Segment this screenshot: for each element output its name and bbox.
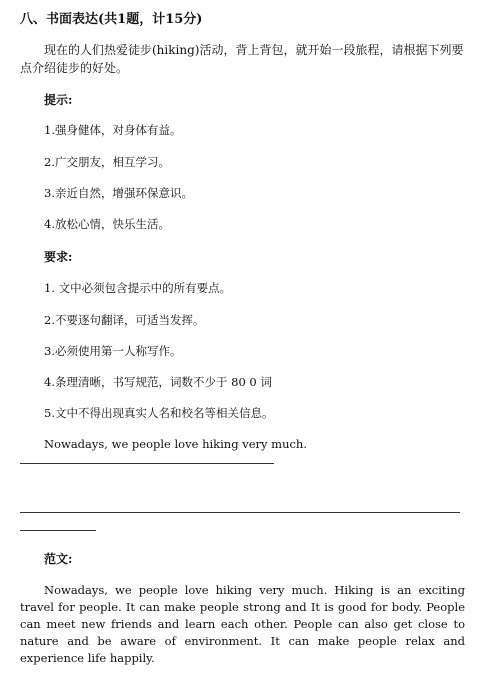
requirements-heading: 要求: <box>44 250 73 264</box>
requirement-item: 5.文中不得出现真实人名和校名等相关信息。 <box>44 406 274 420</box>
hint-item: 2.广交朋友，相互学习。 <box>44 155 170 169</box>
hint-item: 4.放松心情，快乐生活。 <box>44 217 170 231</box>
answer-line <box>20 463 274 464</box>
hints-heading: 提示: <box>44 93 73 107</box>
sample-heading: 范文: <box>44 552 73 566</box>
section-title: 八、书面表达(共1题，计15分) <box>20 12 203 27</box>
essay-starter: Nowadays, we people love hiking very much. <box>44 437 307 451</box>
requirement-item: 4.条理清晰，书写规范，词数不少于 80 0 词 <box>44 375 272 389</box>
hint-item: 1.强身健体，对身体有益。 <box>44 123 182 137</box>
hint-item: 3.亲近自然，增强环保意识。 <box>44 186 193 200</box>
requirement-item: 3.必须使用第一人称写作。 <box>44 344 182 358</box>
answer-line <box>20 530 96 531</box>
intro-paragraph: 现在的人们热爱徒步(hiking)活动，背上背包，就开始一段旅程，请根据下列要点介绍徒步的好处。 <box>20 43 464 75</box>
answer-line <box>20 512 460 513</box>
requirement-item: 1. 文中必须包含提示中的所有要点。 <box>44 281 232 295</box>
sample-essay: Nowadays, we people love hiking very much. Hiking is an exciting travel for people. It can make people strong and It is good for body. People can meet new friends and learn each other. People can also get close to nature and be aware of environment. It can make people relax and experience life happily. <box>20 583 465 665</box>
requirement-item: 2.不要逐句翻译，可适当发挥。 <box>44 313 205 327</box>
